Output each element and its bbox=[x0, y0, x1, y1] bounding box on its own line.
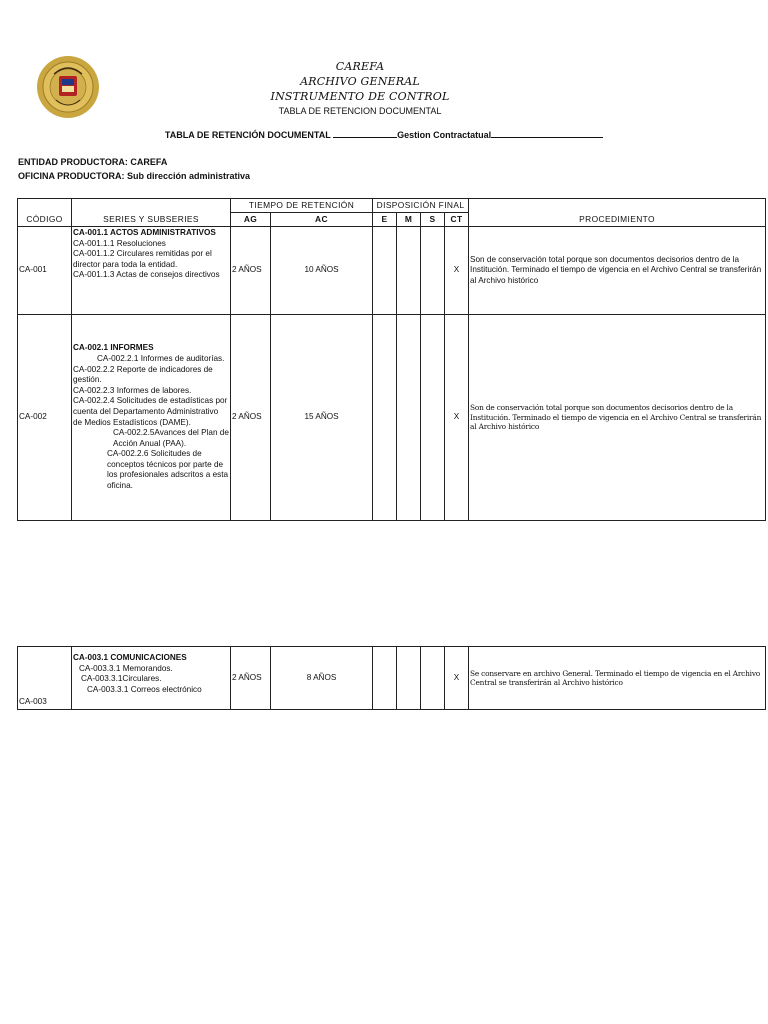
title-blank-1 bbox=[333, 128, 397, 138]
row-s bbox=[421, 315, 445, 521]
row-m bbox=[397, 315, 421, 521]
subseries-item: CA-002.2.4 Solicitudes de estadísticas por cuenta del Departamento Administrativo de Medios Estadísticos (DAME). bbox=[73, 396, 228, 427]
subseries-item: CA-002.2.2 Reporte de indicadores de gestión. bbox=[73, 364, 213, 385]
header-codigo: CÓDIGO bbox=[18, 199, 72, 227]
table-row bbox=[18, 315, 766, 521]
row-ct: X bbox=[445, 647, 469, 710]
subseries-item: CA-002.2.3 Informes de labores. bbox=[73, 385, 192, 395]
row-code: CA-003 bbox=[18, 647, 72, 710]
row-series bbox=[72, 315, 231, 521]
header-e: E bbox=[373, 213, 397, 227]
subseries-item: CA-001.1.3 Actas de consejos directivos bbox=[73, 270, 220, 280]
header-tiempo: TIEMPO DE RETENCIÓN bbox=[231, 199, 373, 213]
row-e bbox=[373, 315, 397, 521]
header-disposicion: DISPOSICIÓN FINAL bbox=[373, 199, 469, 213]
row-ag: 2 AÑOS bbox=[231, 647, 271, 710]
header-instrument: INSTRUMENTO DE CONTROL bbox=[270, 90, 450, 103]
header-org: CAREFA bbox=[335, 60, 385, 73]
header-archive: ARCHIVO GENERAL bbox=[300, 75, 420, 88]
series-title: CA-002.1 INFORMES bbox=[73, 343, 154, 353]
title-left: TABLA DE RETENCIÓN DOCUMENTAL bbox=[164, 130, 331, 140]
header-table-name: TABLA DE RETENCION DOCUMENTAL bbox=[278, 106, 442, 116]
oficina-productora: OFICINA PRODUCTORA: Sub dirección administrativa bbox=[18, 171, 251, 181]
subseries-item: CA-002.2.5Avances del Plan de Acción Anual (PAA). bbox=[113, 428, 229, 448]
row-ag: 2 AÑOS bbox=[231, 315, 271, 521]
subseries-item: CA-003.3.1 Correos electrónico bbox=[87, 684, 202, 694]
subseries-item: CA-002.2.1 Informes de auditorías. bbox=[97, 353, 225, 363]
header-series: SERIES Y SUBSERIES bbox=[72, 199, 231, 227]
row-m bbox=[397, 647, 421, 710]
coat-of-arms-seal-icon bbox=[36, 54, 100, 120]
series-title: CA-003.1 COMUNICACIONES bbox=[73, 653, 187, 662]
row-procedimiento: Se conservare en archivo General. Terminado el tiempo de vigencia en el Archivo Central se transferirán al Archivo histórico bbox=[469, 647, 766, 710]
row-code: CA-001 bbox=[18, 227, 72, 315]
title-blank-2 bbox=[491, 128, 603, 138]
row-ct: X bbox=[445, 227, 469, 315]
row-e bbox=[373, 647, 397, 710]
retention-table-continued bbox=[17, 646, 766, 710]
header-ct: CT bbox=[445, 213, 469, 227]
row-ct: X bbox=[445, 315, 469, 521]
document-title bbox=[0, 128, 768, 140]
row-ac: 10 AÑOS bbox=[271, 227, 373, 315]
header-s: S bbox=[421, 213, 445, 227]
row-ac: 8 AÑOS bbox=[271, 647, 373, 710]
row-ac: 15 AÑOS bbox=[271, 315, 373, 521]
table-row bbox=[18, 227, 766, 315]
header-m: M bbox=[397, 213, 421, 227]
header-ag: AG bbox=[231, 213, 271, 227]
entidad-productora: ENTIDAD PRODUCTORA: CAREFA bbox=[18, 157, 168, 167]
header-ac: AC bbox=[271, 213, 373, 227]
row-procedimiento: Son de conservación total porque son documentos decisorios dentro de la Institución. Terminado el tiempo de vigencia en el Archivo Central se transferirán al Archivo histórico bbox=[469, 315, 766, 521]
row-m bbox=[397, 227, 421, 315]
subseries-item: CA-001.1.1 Resoluciones bbox=[73, 238, 166, 248]
retention-table bbox=[17, 198, 766, 521]
table-row bbox=[18, 647, 766, 710]
row-e bbox=[373, 227, 397, 315]
series-title: CA-001.1 ACTOS ADMINISTRATIVOS bbox=[73, 228, 216, 237]
row-code: CA-002 bbox=[18, 315, 72, 521]
subseries-item: CA-003.3.1 Memorandos. bbox=[79, 663, 173, 673]
subseries-item: CA-003.3.1Circulares. bbox=[81, 674, 162, 684]
row-series bbox=[72, 227, 231, 315]
row-procedimiento: Son de conservación total porque son documentos decisorios dentro de la Institución. Terminado el tiempo de vigencia en el Archivo Central se transferirán al Archivo histórico bbox=[469, 227, 766, 315]
row-series bbox=[72, 647, 231, 710]
row-s bbox=[421, 647, 445, 710]
row-ag: 2 AÑOS bbox=[231, 227, 271, 315]
subseries-item: CA-001.1.2 Circulares remitidas por el director para toda la entidad. bbox=[73, 249, 212, 269]
subseries-item: CA-002.2.6 Solicitudes de conceptos técnicos por parte de los profesionales adscritos a esta oficina. bbox=[107, 449, 229, 491]
header-procedimiento: PROCEDIMIENTO bbox=[469, 199, 766, 227]
row-s bbox=[421, 227, 445, 315]
title-right: Gestion Contractatual bbox=[397, 130, 492, 140]
